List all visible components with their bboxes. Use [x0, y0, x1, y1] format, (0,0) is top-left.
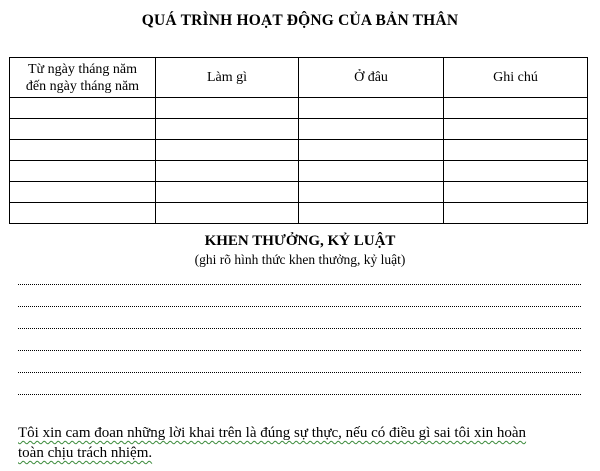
table-cell[interactable]: [156, 119, 299, 140]
table-cell[interactable]: [444, 119, 588, 140]
table-cell[interactable]: [444, 203, 588, 224]
table-cell[interactable]: [444, 161, 588, 182]
table-cell[interactable]: [444, 98, 588, 119]
table-cell[interactable]: [444, 182, 588, 203]
dotted-fill-line[interactable]: [18, 306, 581, 307]
table-cell[interactable]: [444, 140, 588, 161]
table-cell[interactable]: [10, 119, 156, 140]
column-header-where: Ở đâu: [299, 58, 444, 98]
commitment-statement: [18, 423, 588, 463]
rewards-discipline-note: (ghi rõ hình thức khen thưởng, kỷ luật): [194, 252, 406, 267]
table-cell[interactable]: [156, 182, 299, 203]
table-cell[interactable]: [299, 140, 444, 161]
commitment-line-2: toàn chịu trách nhiệm.: [18, 445, 153, 461]
table-cell[interactable]: [299, 203, 444, 224]
table-cell[interactable]: [299, 98, 444, 119]
dotted-fill-line[interactable]: [18, 372, 581, 373]
table-row: [10, 140, 588, 161]
table-row: [10, 161, 588, 182]
column-header-date-range-line2: đến ngày tháng năm: [25, 78, 140, 94]
table-cell[interactable]: [299, 119, 444, 140]
dotted-fill-line[interactable]: [18, 328, 581, 329]
table-cell[interactable]: [156, 98, 299, 119]
page-title: QUÁ TRÌNH HOẠT ĐỘNG CỦA BẢN THÂN: [141, 12, 459, 29]
dotted-fill-line[interactable]: [18, 284, 581, 285]
table-row: [10, 182, 588, 203]
activity-history-table: [9, 57, 588, 224]
table-cell[interactable]: [156, 140, 299, 161]
table-header-row: [10, 58, 588, 98]
table-cell[interactable]: [10, 140, 156, 161]
column-header-date-range: [10, 58, 156, 98]
table-row: [10, 98, 588, 119]
dotted-fill-line[interactable]: [18, 350, 581, 351]
table-row: [10, 203, 588, 224]
table-cell[interactable]: [299, 182, 444, 203]
commitment-line-1: Tôi xin cam đoan những lời khai trên là đúng sự thực, nếu có điều gì sai tôi xin hoàn: [18, 425, 527, 441]
column-header-what: Làm gì: [156, 58, 299, 98]
table-cell[interactable]: [10, 182, 156, 203]
table-cell[interactable]: [299, 161, 444, 182]
table-cell[interactable]: [10, 161, 156, 182]
table-cell[interactable]: [156, 161, 299, 182]
column-header-date-range-line1: Từ ngày tháng năm: [27, 61, 138, 77]
table-cell[interactable]: [156, 203, 299, 224]
dotted-fill-line[interactable]: [18, 394, 581, 395]
table-row: [10, 119, 588, 140]
table-cell[interactable]: [10, 203, 156, 224]
rewards-discipline-heading: KHEN THƯỞNG, KỶ LUẬT: [204, 233, 396, 249]
column-header-notes: Ghi chú: [444, 58, 588, 98]
table-cell[interactable]: [10, 98, 156, 119]
